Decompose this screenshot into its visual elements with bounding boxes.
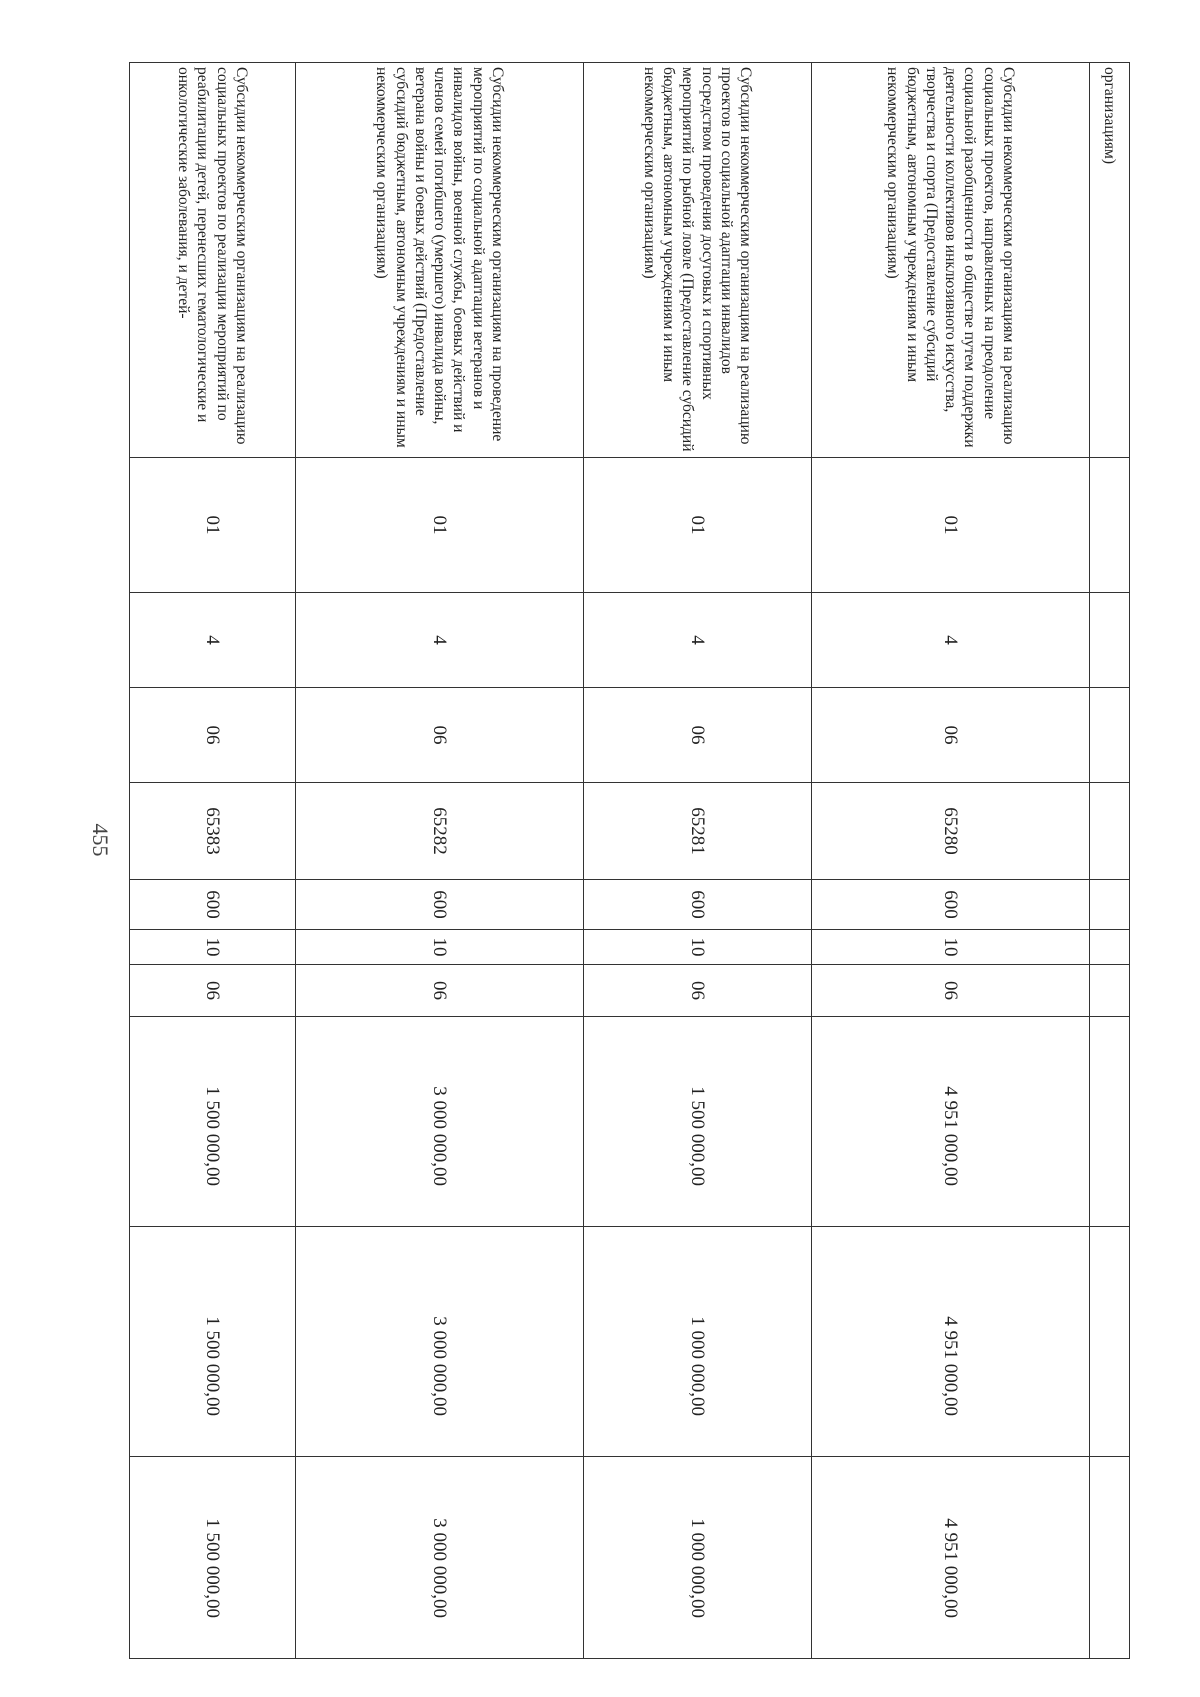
code-cell: 06 xyxy=(296,688,584,783)
amount-cell: 1 500 000,00 xyxy=(130,1457,296,1659)
code-cell: 65383 xyxy=(130,783,296,880)
code-cell: 10 xyxy=(130,930,296,965)
code-cell: 01 xyxy=(296,458,584,593)
code-cell: 06 xyxy=(584,688,812,783)
code-cell: 01 xyxy=(812,458,1090,593)
table-row xyxy=(130,63,296,1659)
empty-cell xyxy=(1090,458,1130,593)
code-cell: 600 xyxy=(812,880,1090,930)
amount-cell: 4 951 000,00 xyxy=(812,1227,1090,1457)
empty-cell xyxy=(1090,783,1130,880)
empty-cell xyxy=(1090,965,1130,1017)
code-cell: 600 xyxy=(584,880,812,930)
code-cell: 600 xyxy=(130,880,296,930)
code-cell: 10 xyxy=(584,930,812,965)
code-cell: 06 xyxy=(584,965,812,1017)
code-cell: 10 xyxy=(812,930,1090,965)
row-name-cell: Субсидии некоммерческим организациям на реализацию проектов по социальной адаптации инвалидов посредством проведения досуговых и спортивных мероприятий по рыбной ловле (Предоставление субсидий бюджетным, автономным учреждениям и иным некоммерческим организациям) xyxy=(584,63,812,458)
empty-cell xyxy=(1090,688,1130,783)
rotated-table-container xyxy=(130,62,1130,1658)
amount-cell: 3 000 000,00 xyxy=(296,1227,584,1457)
amount-cell: 3 000 000,00 xyxy=(296,1017,584,1227)
empty-cell xyxy=(1090,880,1130,930)
code-cell: 4 xyxy=(812,593,1090,688)
amount-cell: 3 000 000,00 xyxy=(296,1457,584,1659)
amount-cell: 1 500 000,00 xyxy=(130,1017,296,1227)
code-cell: 65280 xyxy=(812,783,1090,880)
code-cell: 06 xyxy=(130,965,296,1017)
empty-cell xyxy=(1090,1017,1130,1227)
budget-table xyxy=(129,62,1130,1659)
code-cell: 06 xyxy=(812,688,1090,783)
amount-cell: 4 951 000,00 xyxy=(812,1457,1090,1659)
amount-cell: 4 951 000,00 xyxy=(812,1017,1090,1227)
amount-cell: 1 000 000,00 xyxy=(584,1457,812,1659)
amount-cell: 1 500 000,00 xyxy=(584,1017,812,1227)
code-cell: 4 xyxy=(296,593,584,688)
code-cell: 10 xyxy=(296,930,584,965)
code-cell: 4 xyxy=(584,593,812,688)
row-name-cell: Субсидии некоммерческим организациям на реализацию социальных проектов, направленных на преодоление социальной разобщенности в обществе путем поддержки деятельности коллективов инклюзивного искусства, творчества и спорта (Предоставление субсидий бюджетным, автономным учреждениям и иным некоммерческим организациям) xyxy=(812,63,1090,458)
code-cell: 600 xyxy=(296,880,584,930)
amount-cell: 1 500 000,00 xyxy=(130,1227,296,1457)
empty-cell xyxy=(1090,1227,1130,1457)
code-cell: 4 xyxy=(130,593,296,688)
empty-cell xyxy=(1090,1457,1130,1659)
page-number: 455 xyxy=(88,823,113,857)
code-cell: 06 xyxy=(812,965,1090,1017)
empty-cell xyxy=(1090,930,1130,965)
code-cell: 65282 xyxy=(296,783,584,880)
table-row xyxy=(584,63,812,1659)
code-cell: 65281 xyxy=(584,783,812,880)
empty-cell xyxy=(1090,593,1130,688)
row-name-cell: Субсидии некоммерческим организациям на реализацию социальных проектов по реализации мероприятий по реабилитации детей, перенесших гематологические и онкологические заболевания, и детей- xyxy=(130,63,296,458)
table-row xyxy=(296,63,584,1659)
table-row xyxy=(1090,63,1130,1659)
row-name-cell: Субсидии некоммерческим организациям на проведение мероприятий по социальной адаптации ветеранов и инвалидов войны, военной службы, боевых действий и членов семей погибшего (умершего) инвалида войны, ветерана войны и боевых действий (Предоставление субсидий бюджетным, автономным учреждениям и иным некоммерческим организациям) xyxy=(296,63,584,458)
code-cell: 01 xyxy=(130,458,296,593)
code-cell: 01 xyxy=(584,458,812,593)
table-frame xyxy=(130,62,1130,1658)
table-row xyxy=(812,63,1090,1659)
code-cell: 06 xyxy=(130,688,296,783)
row-name-cell: организациям) xyxy=(1090,63,1130,458)
amount-cell: 1 000 000,00 xyxy=(584,1227,812,1457)
code-cell: 06 xyxy=(296,965,584,1017)
